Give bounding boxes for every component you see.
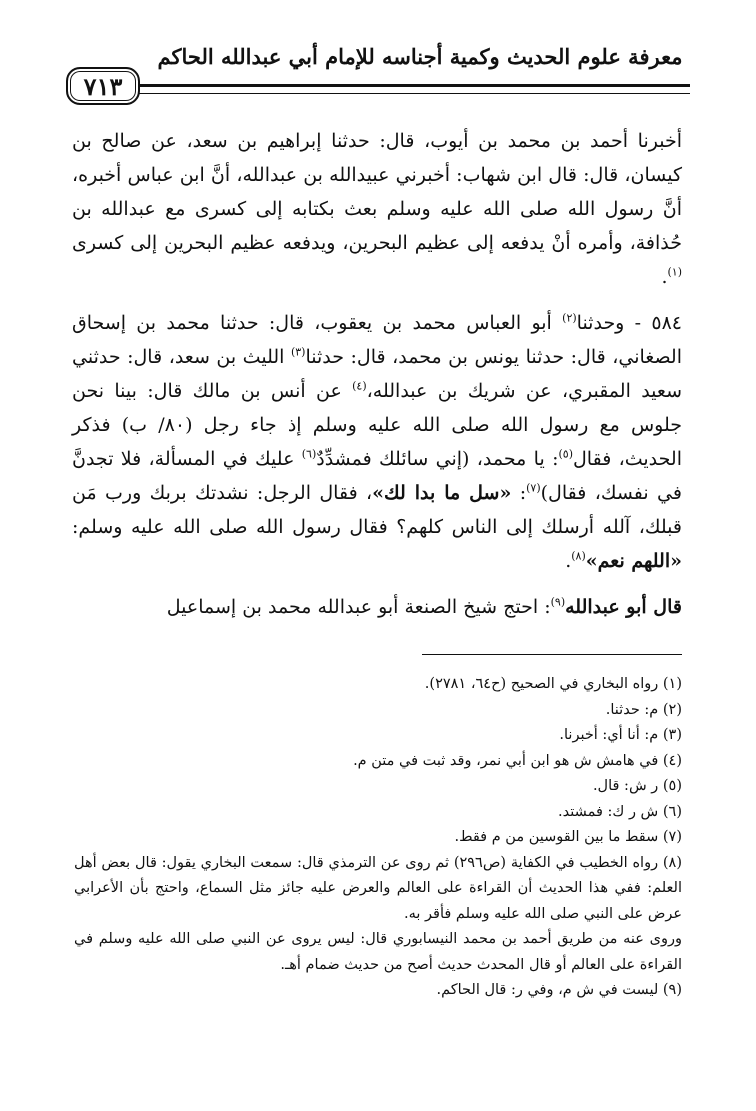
- footnote-2: (٢) م: حدثنا.: [605, 701, 682, 718]
- footnote-3: (٣) م: أنا أي: أخبرنا.: [559, 727, 682, 743]
- paragraph-584-text-e: : يا محمد، (إني سائلك فمشدِّدٌ: [316, 448, 559, 470]
- footnote-6: (٦) ش ر ك: فمشتد.: [558, 803, 682, 820]
- author-attribution: قال أبو عبدالله: [565, 596, 682, 618]
- paragraph-1-text: أخبرنا أحمد بن محمد بن أيوب، قال: حدثنا إبراهيم بن سعد، عن صالح بن كيسان، قال: قال ابن شهاب: أخبرني عبيدالله بن عبدالله، أنَّ ابن عباس أخبره، أنَّ رسول الله صلى الله عليه وسلم بعث بكتابه إلى كسرى مع عبدالله بن حُذافة، وأمره أنْ يدفعه إلى عظيم البحرين، ويدفعه عظيم البحرين إلى كسرى: [72, 130, 682, 254]
- paragraph-584-text-d: عن أنس بن مالك قال: بينا نحن جلوس مع رسول الله صلى الله عليه وسلم إذ جاء رجل (٨٠/ ب) فذكر الحديث، فقال: [72, 380, 682, 470]
- running-header-title: معرفة علوم الحديث وكمية أجناسه للإمام أبي عبدالله الحاكم: [157, 44, 683, 69]
- footnote-ref-3[interactable]: (٣): [290, 345, 306, 359]
- footnote-5: (٥) ر ش: قال.: [592, 778, 682, 794]
- page-number: ٧١٣: [66, 67, 140, 105]
- footnote-8-continuation: وروى عنه من طريق أحمد بن محمد النيسابوري قال: ليس يروى عن النبي صلى الله عليه وسلم في القراءة على العالم أو قال المحدث حديث أصح من حديث ضمام أهـ.: [74, 931, 682, 973]
- footnote-9: (٩) ليست في ش م، وفي ر: قال الحاكم.: [436, 982, 682, 998]
- paragraph-584-text-c: الليث بن سعد، قال: حدثني سعيد المقبري، عن شريك بن عبدالله،: [72, 346, 682, 402]
- paragraph-584-text-f: عليك في المسألة، فلا تجدنَّ في نفسك، فقال): [72, 448, 682, 504]
- quoted-saying-2: «اللهم نعم»: [585, 550, 682, 572]
- footnote-ref-2[interactable]: (٢): [562, 311, 577, 325]
- main-text: [72, 124, 682, 624]
- footnote-8: (٨) رواه الخطيب في الكفاية (ص٢٩٦) ثم روى عن الترمذي قال: سمعت البخاري يقول: قال بعض أهل العلم: ففي هذا الحديث أن القراءة على العالم والعرض عليه جائز مثل السماع، واحتج بأن الأعرابي عرض على النبي صلى الله عليه وسلم فأقر به.: [74, 854, 682, 922]
- footnote-ref-7[interactable]: (٧): [526, 481, 541, 495]
- quoted-saying-1: «سل ما بدا لك»: [372, 482, 512, 504]
- footnote-1: (١) رواه البخاري في الصحيح (ح٦٤، ٢٧٨١).: [424, 676, 682, 692]
- paragraph-1-end: .: [661, 266, 668, 288]
- footnote-7: (٧) سقط ما بين القوسين من م فقط.: [454, 829, 682, 845]
- paragraph-584: [72, 306, 682, 578]
- paragraph-584-text-g: :: [511, 482, 527, 504]
- footnote-4: (٤) في هامش ش هو ابن أبي نمر، وقد ثبت في متن م.: [353, 752, 682, 769]
- hadith-number-text: ٥٨٤ - وحدثنا: [576, 312, 683, 334]
- paragraph-584-text-i: ، فقال الرجل: نشدتك بربك ورب مَن قبلك، آلله أرسلك إلى الناس كلهم؟ فقال رسول الله صلى الله عليه وسلم:: [72, 482, 682, 538]
- footnote-ref-1[interactable]: (١): [667, 265, 682, 279]
- footnote-ref-9[interactable]: (٩): [550, 595, 566, 609]
- paragraph-584-text-b: أبو العباس محمد بن يعقوب، قال: حدثنا محمد بن إسحاق الصغاني، قال: حدثنا يونس بن محمد، قال: حدثنا: [72, 312, 682, 368]
- paragraph-3-text: : احتج شيخ الصنعة أبو عبدالله محمد بن إسماعيل: [166, 596, 551, 618]
- paragraph-3: [72, 590, 682, 624]
- footnote-ref-6[interactable]: (٦): [301, 447, 317, 461]
- footnotes: [74, 672, 682, 1004]
- paragraph-584-end: .: [565, 550, 572, 572]
- footnote-ref-4[interactable]: (٤): [352, 379, 367, 393]
- footnote-ref-5[interactable]: (٥): [558, 447, 573, 461]
- footnote-ref-8[interactable]: (٨): [571, 549, 586, 563]
- footnote-separator: [422, 654, 682, 655]
- paragraph-1: [72, 124, 682, 294]
- header-rule: [136, 84, 690, 94]
